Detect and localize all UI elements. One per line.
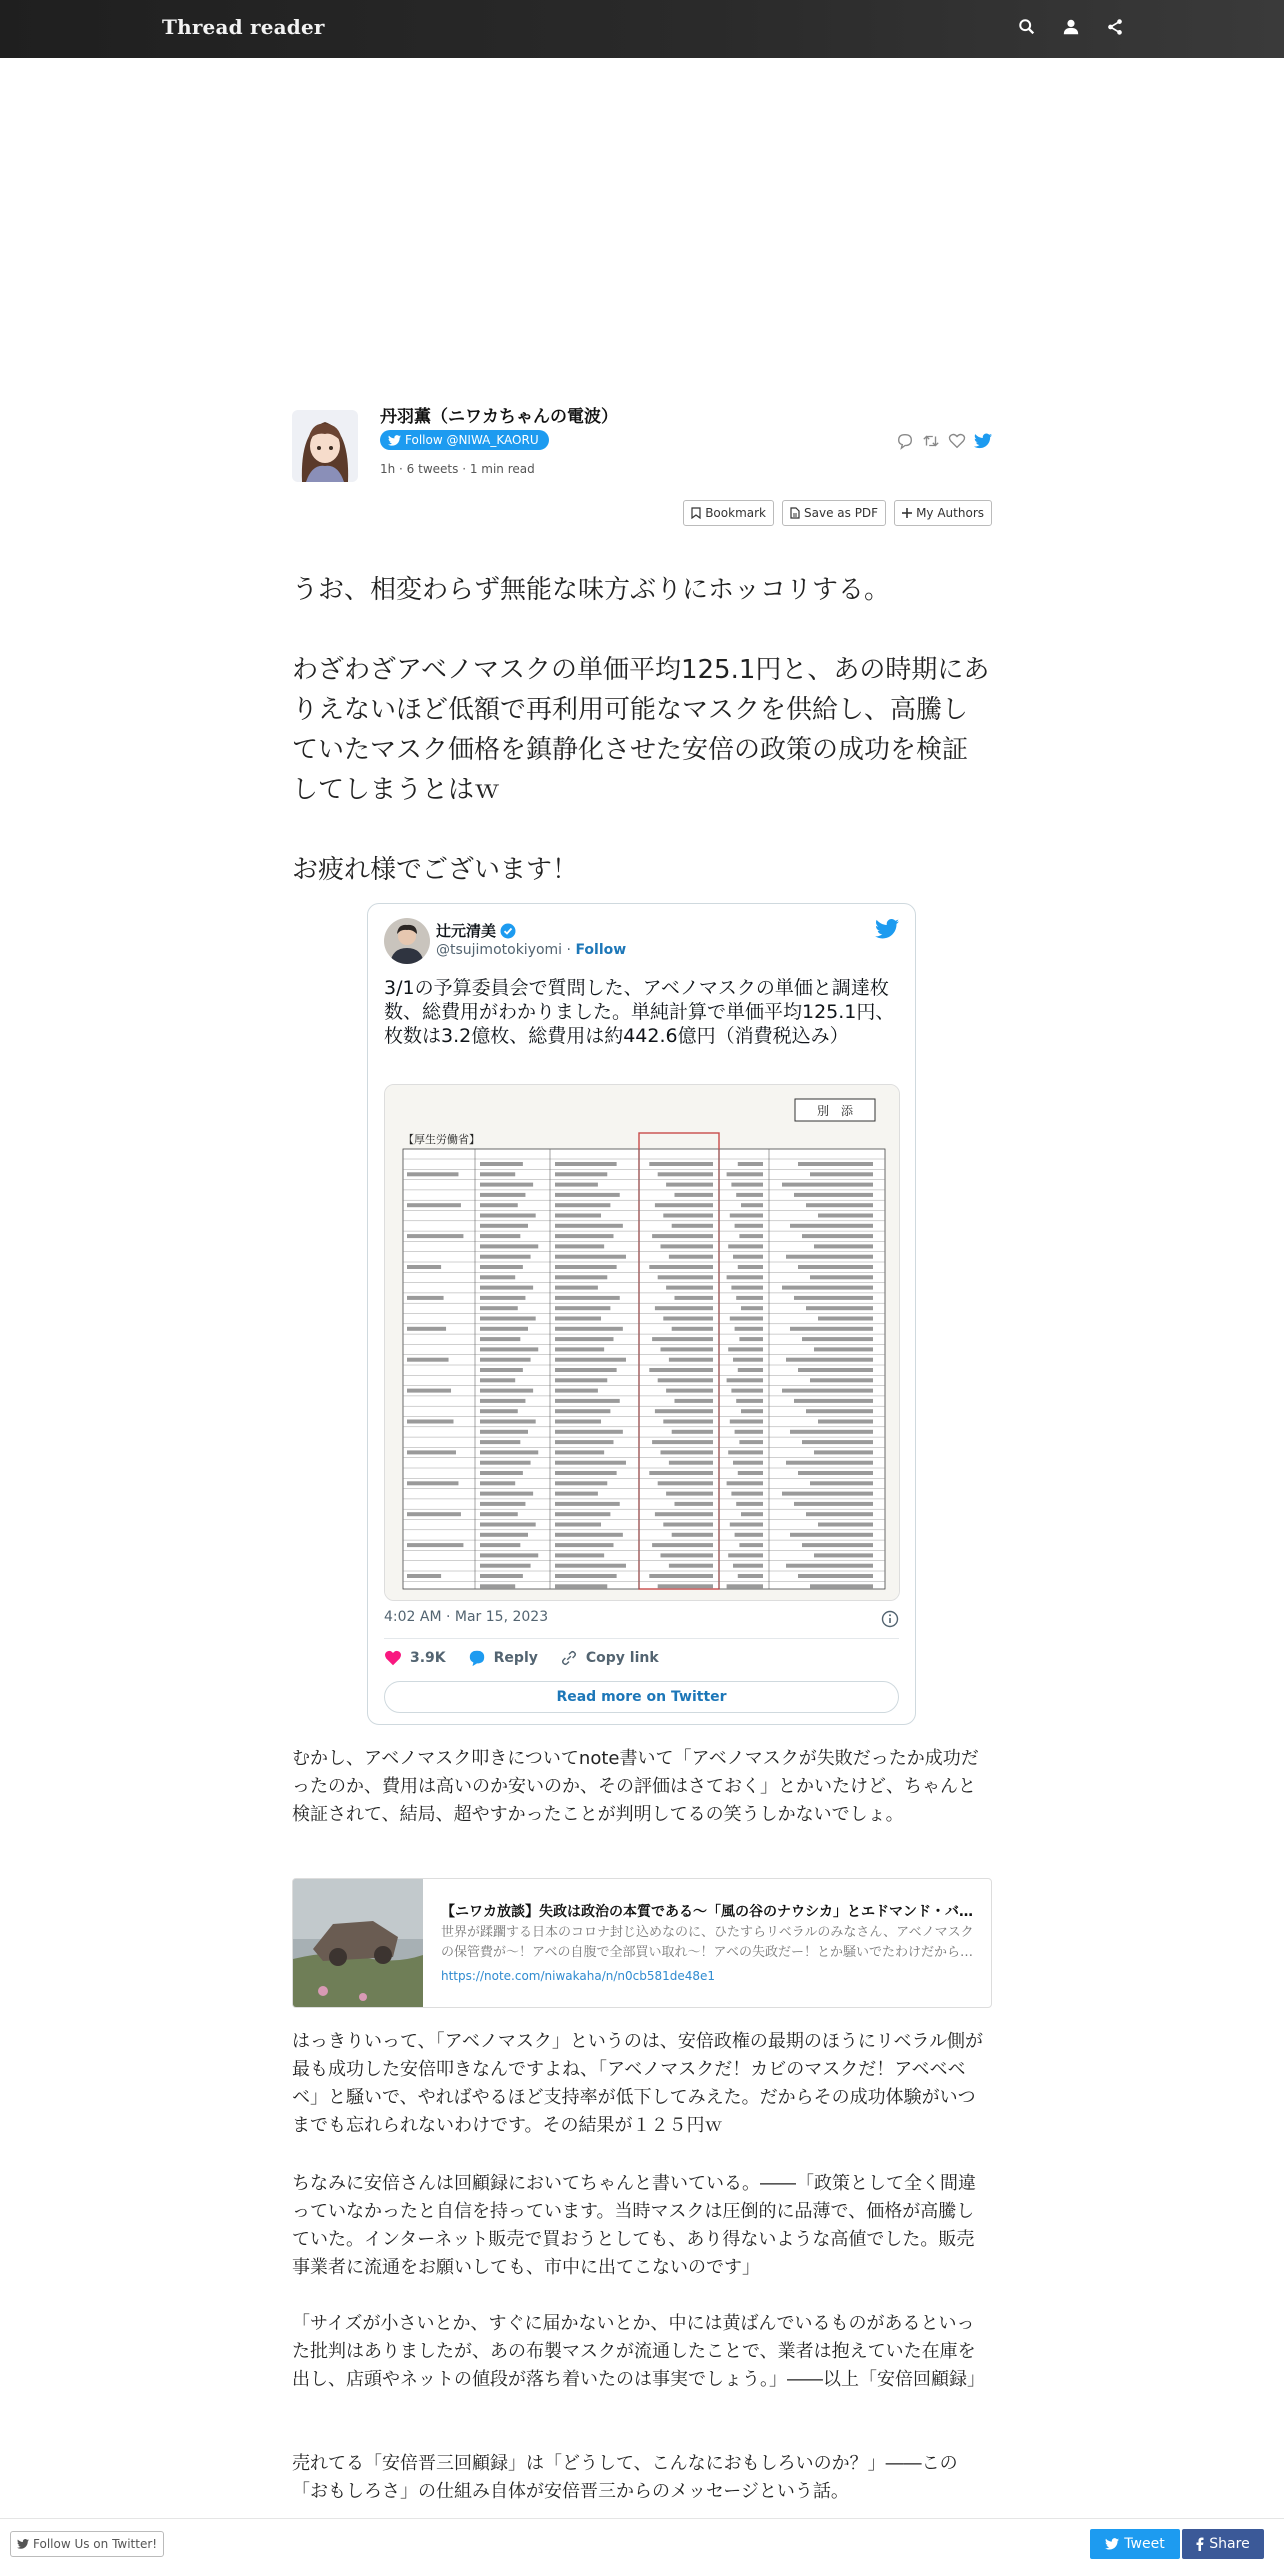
save-pdf-button[interactable] [782, 500, 886, 526]
link-icon [560, 1649, 578, 1667]
embed-author-avatar[interactable] [384, 918, 430, 964]
user-icon[interactable] [1062, 18, 1080, 36]
author-name[interactable]: 丹羽薫（ニワカちゃんの電波） [380, 407, 618, 427]
like-count: 3.9K [410, 1650, 446, 1666]
embedded-tweet[interactable] [367, 903, 916, 1725]
link-preview-card[interactable] [292, 1878, 992, 2008]
bookmark-icon [691, 507, 701, 519]
follow-author-button[interactable] [380, 430, 549, 450]
twitter-bird-icon[interactable] [875, 918, 899, 940]
top-navbar [0, 0, 1284, 58]
heart-filled-icon [384, 1649, 402, 1667]
follow-us-button[interactable] [10, 2531, 164, 2557]
doc-stamp-text: 別 添 [816, 1104, 854, 1118]
reply-action[interactable] [468, 1649, 538, 1667]
facebook-share-button[interactable] [1182, 2529, 1264, 2559]
reply-bubble-icon [468, 1649, 486, 1667]
link-preview-url[interactable]: https://note.com/niwakaha/n/n0cb581de48e1 [441, 1969, 716, 1983]
search-icon[interactable] [1018, 18, 1036, 36]
retweet-icon[interactable] [922, 432, 940, 450]
pdf-file-icon [790, 507, 800, 519]
embed-author-name[interactable] [436, 920, 516, 941]
embed-divider [384, 1638, 899, 1639]
tweet-2: むかし、アベノマスク叩きについてnote書いて「アベノマスクが失敗だったか成功だったのか、費用は高いのか安いのか、その評価はさておく」とかいたけど、ちゃんと検証されて、結局、超やすかったことが判明してるの笑うしかないでしょ。 [292, 1748, 979, 1825]
tweet-3: はっきりいって、「アベノマスク」というのは、安倍政権の最期のほうにリベラル側が最も成功した安倍叩きなんですよね、「アベノマスクだ！カビのマスクだ！アベベベベ」と騒いで、やればやるほど支持率が低下してみえた。だからその成功体験がいつまでも忘れられないわけです。その結果が１２５円ｗ [292, 2031, 984, 2136]
thread-author-header [292, 396, 992, 496]
heart-icon[interactable] [948, 432, 966, 450]
site-logo[interactable]: Thread reader [162, 15, 325, 39]
reply-icon[interactable] [896, 432, 914, 450]
embed-tweet-image-document[interactable] [384, 1084, 900, 1601]
reply-label: Reply [493, 1650, 538, 1666]
verified-badge-icon [500, 923, 516, 939]
doc-heading-text: 【厚生労働省】 [403, 1133, 480, 1146]
facebook-share-label: Share [1209, 2536, 1250, 2552]
tweet-6: 売れてる「安倍晋三回顧録」は「どうして、こんなにおもしろいのか？」――この「おもしろさ」の仕組み自体が安倍晋三からのメッセージという話。 [292, 2453, 958, 2502]
embed-follow-link[interactable]: Follow [575, 942, 627, 958]
link-preview-image[interactable] [293, 1879, 423, 2008]
tweet-1-line-3: お疲れ様でございます！ [292, 855, 579, 885]
twitter-bird-icon [388, 435, 401, 446]
thread-toolbar [683, 500, 992, 526]
follow-author-label: Follow @NIWA_KAORU [405, 433, 539, 447]
info-icon[interactable] [881, 1610, 899, 1628]
read-more-on-twitter-button[interactable]: Read more on Twitter [384, 1681, 899, 1713]
navbar-icons [1018, 18, 1124, 36]
bookmark-button[interactable] [683, 500, 774, 526]
twitter-bird-icon [1105, 2538, 1119, 2550]
tweet-5: 「サイズが小さいとか、すぐに届かないとか、中には黄ばんでいるものがあるといった批判はありましたが、あの布製マスクが流通したことで、業者は抱えていた在庫を出し、店頭やネットの値段が落ち着いたのは事実でしょう。」――以上「安倍回顧録」 [292, 2313, 985, 2390]
embed-author-name-text: 辻元清美 [436, 922, 497, 940]
embed-tweet-timestamp[interactable]: 4:02 AM · Mar 15, 2023 [384, 1609, 549, 1625]
twitter-bird-icon[interactable] [974, 432, 992, 450]
like-action[interactable] [384, 1649, 446, 1667]
author-avatar[interactable] [292, 410, 358, 482]
facebook-icon [1196, 2537, 1204, 2551]
embed-tweet-stats [384, 1649, 659, 1667]
copy-link-action[interactable] [560, 1649, 659, 1667]
link-preview-title[interactable]: 【ニワカ放談】失政は政治の本質である～「風の谷のナウシカ」とエドマンド・バ… [441, 1904, 973, 1920]
thread-meta: 1h · 6 tweets · 1 min read [380, 462, 535, 476]
link-preview-description: 世界が蹂躙する日本のコロナ封じ込めなのに、ひたすらリベラルのみなさん、アベノマスクの保管費が～！アベの自腹で全部買い取れ～！アベの失政だー！とか騒いでたわけだから… [441, 1925, 974, 1960]
embed-author-handle: @tsujimotokiyomi · Follow [436, 942, 627, 958]
tweet-1-spacer [292, 610, 992, 650]
tweet-share-button[interactable] [1090, 2529, 1180, 2559]
tweet-4: ちなみに安倍さんは回顧録においてちゃんと書いている。――「政策として全く間違っていなかったと自信を持っています。当時マスクは圧倒的に品薄で、価格が高騰していた。インターネット販売で買おうとしても、あり得ないような高値でした。販売事業者に流通をお願いしても、市中に出てこないのです」 [292, 2173, 976, 2278]
tweet-1-line-2: わざわざアベノマスクの単価平均125.1円と、あの時期にありえないほど低額で再利用可能なマスクを供給し、高騰していたマスク価格を鎮静化させた安倍の政策の成功を検証してしまうとはｗ [292, 655, 990, 805]
thread-actions [896, 432, 992, 450]
ad-space [0, 58, 1284, 388]
tweet-1-line-1: うお、相変わらず無能な味方ぶりにホッコリする。 [292, 575, 891, 605]
twitter-bird-icon [17, 2539, 29, 2549]
tweet-1 [292, 570, 992, 890]
save-pdf-label: Save as PDF [804, 506, 879, 520]
copy-link-label: Copy link [585, 1650, 659, 1666]
plus-icon [902, 508, 912, 518]
bottom-share-bar [0, 2518, 1284, 2568]
my-authors-button[interactable] [894, 500, 992, 526]
embed-tweet-text: 3/1の予算委員会で質問した、アベノマスクの単価と調達枚数、総費用がわかりました。単純計算で単価平均125.1円、枚数は3.2億枚、総費用は約442.6億円（消費税込み） [384, 977, 895, 1047]
follow-us-label: Follow Us on Twitter! [33, 2537, 158, 2551]
my-authors-label: My Authors [916, 506, 984, 520]
tweet-1-spacer [292, 810, 992, 850]
bookmark-label: Bookmark [705, 506, 766, 520]
embed-handle-text[interactable]: @tsujimotokiyomi [436, 942, 563, 958]
share-icon[interactable] [1106, 18, 1124, 36]
tweet-share-label: Tweet [1124, 2536, 1165, 2552]
